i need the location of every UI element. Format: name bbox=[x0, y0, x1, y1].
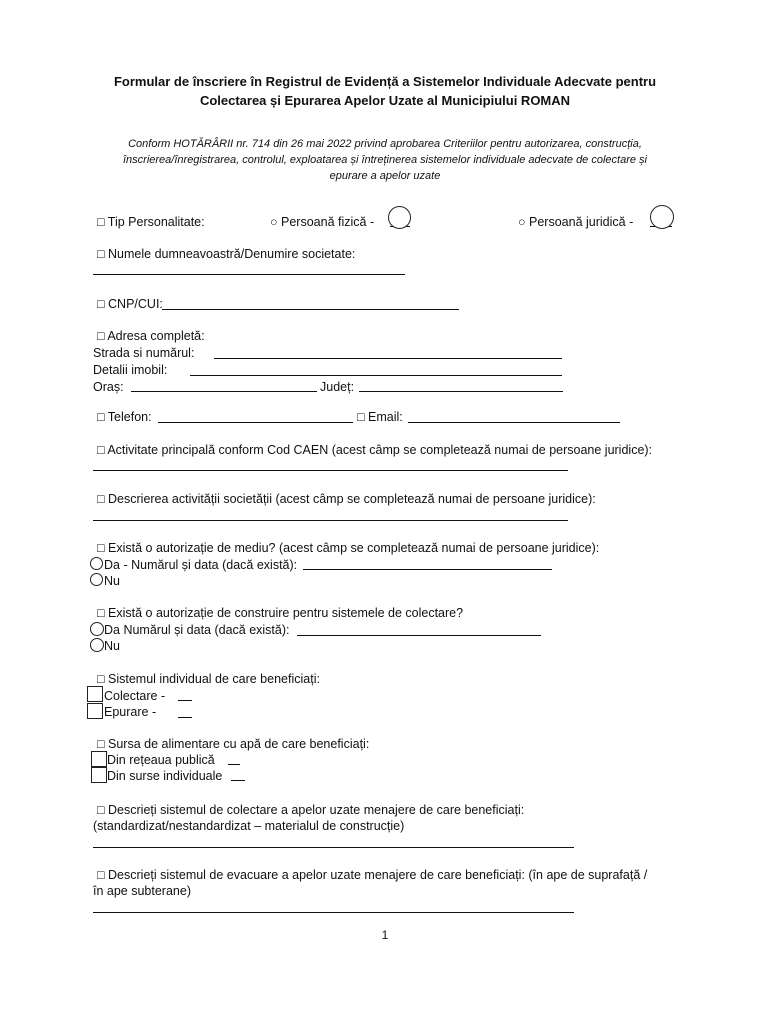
caen-label: □ Activitate principală conform Cod CAEN (acest câmp se completează numai de persoane juridice): bbox=[97, 443, 653, 457]
county-field[interactable] bbox=[359, 391, 563, 392]
build-permit-label: □ Există o autorizație de construire pentru sistemele de colectare? bbox=[97, 606, 464, 620]
person-juridica-radio[interactable] bbox=[650, 205, 674, 229]
build-permit-no-radio[interactable] bbox=[90, 638, 104, 652]
name-label: □ Numele dumneavoastră/Denumire societate: bbox=[97, 247, 356, 261]
personality-label: □ Tip Personalitate: bbox=[97, 215, 205, 229]
env-permit-no-radio[interactable] bbox=[90, 573, 103, 586]
legal-intro bbox=[80, 136, 690, 184]
water-individual-field[interactable] bbox=[231, 780, 245, 781]
colectare-field[interactable] bbox=[178, 700, 192, 701]
details-field[interactable] bbox=[190, 375, 562, 376]
street-label: Strada si numărul: bbox=[93, 346, 195, 360]
person-fizica-label: ○ Persoană fizică - bbox=[270, 215, 375, 229]
description-label: □ Descrierea activității societății (acest câmp se completează numai de persoane juridice): bbox=[97, 492, 596, 506]
email-field[interactable] bbox=[408, 422, 620, 423]
collect-desc-label: □ Descrieți sistemul de colectare a apelor uzate menajere de care beneficiați: bbox=[97, 803, 525, 817]
details-label: Detalii imobil: bbox=[93, 363, 168, 377]
env-permit-yes-label: Da - Numărul și data (dacă există): bbox=[104, 558, 298, 572]
page-number: 1 bbox=[381, 928, 389, 942]
title-line-2: Colectarea și Epurarea Apelor Uzate al Municipiului ROMAN bbox=[199, 93, 571, 108]
email-label: □ Email: bbox=[357, 410, 403, 424]
epurare-checkbox[interactable] bbox=[87, 703, 103, 719]
build-permit-no-label: Nu bbox=[104, 639, 120, 653]
person-fizica-radio[interactable] bbox=[388, 206, 411, 229]
title-line-1: Formular de înscriere în Registrul de Evidență a Sistemelor Individuale Adecvate pentru bbox=[113, 74, 657, 89]
evac-desc-label: □ Descrieți sistemul de evacuare a apelor uzate menajere de care beneficiați: (în ape de suprafață / bbox=[97, 868, 648, 882]
cnp-field[interactable] bbox=[162, 309, 459, 310]
collect-desc-field[interactable] bbox=[93, 847, 574, 848]
epurare-label: Epurare - bbox=[104, 705, 157, 719]
env-permit-field[interactable] bbox=[303, 569, 552, 570]
intro-line-3: epurare a apelor uzate bbox=[329, 170, 441, 182]
evac-desc-field[interactable] bbox=[93, 912, 574, 913]
colectare-checkbox[interactable] bbox=[87, 686, 103, 702]
env-permit-no-label: Nu bbox=[104, 574, 120, 588]
city-label: Oraș: bbox=[93, 380, 124, 394]
water-public-label: Din rețeaua publică bbox=[107, 753, 215, 767]
county-label: Județ: bbox=[320, 380, 355, 394]
intro-line-1: Conform HOTĂRÂRII nr. 714 din 26 mai 2022 privind aprobarea Criteriilor pentru autorizarea, construcția, bbox=[128, 138, 642, 150]
epurare-field[interactable] bbox=[178, 717, 192, 718]
colectare-label: Colectare - bbox=[104, 689, 166, 703]
phone-label: □ Telefon: bbox=[97, 410, 152, 424]
address-label: □ Adresa completă: bbox=[97, 329, 205, 343]
street-field[interactable] bbox=[214, 358, 562, 359]
caen-field[interactable] bbox=[93, 470, 568, 471]
build-permit-yes-radio[interactable] bbox=[90, 622, 104, 636]
cnp-label: □ CNP/CUI: bbox=[97, 297, 163, 311]
person-juridica-label: ○ Persoană juridică - bbox=[518, 215, 634, 229]
env-permit-label: □ Există o autorizație de mediu? (acest câmp se completează numai de persoane juridice): bbox=[97, 541, 600, 555]
phone-field[interactable] bbox=[158, 422, 353, 423]
env-permit-yes-radio[interactable] bbox=[90, 557, 103, 570]
water-public-field[interactable] bbox=[228, 764, 240, 765]
name-field[interactable] bbox=[93, 274, 405, 275]
description-field[interactable] bbox=[93, 520, 568, 521]
evac-desc-sub: în ape subterane) bbox=[93, 884, 191, 898]
build-permit-field[interactable] bbox=[297, 635, 541, 636]
water-individual-checkbox[interactable] bbox=[91, 767, 107, 783]
city-field[interactable] bbox=[131, 391, 317, 392]
build-permit-yes-label: Da Numărul și data (dacă există): bbox=[104, 623, 290, 637]
water-public-checkbox[interactable] bbox=[91, 751, 107, 767]
water-individual-label: Din surse individuale bbox=[107, 769, 223, 783]
intro-line-2: înscrierea/înregistrarea, controlul, exploatarea și întreținerea sistemelor individuale adecvate de colectare și bbox=[123, 154, 647, 166]
form-title bbox=[60, 72, 710, 110]
collect-desc-sub: (standardizat/nestandardizat – materialul de construcție) bbox=[93, 819, 405, 833]
water-label: □ Sursa de alimentare cu apă de care beneficiați: bbox=[97, 737, 370, 751]
system-label: □ Sistemul individual de care beneficiați: bbox=[97, 672, 320, 686]
